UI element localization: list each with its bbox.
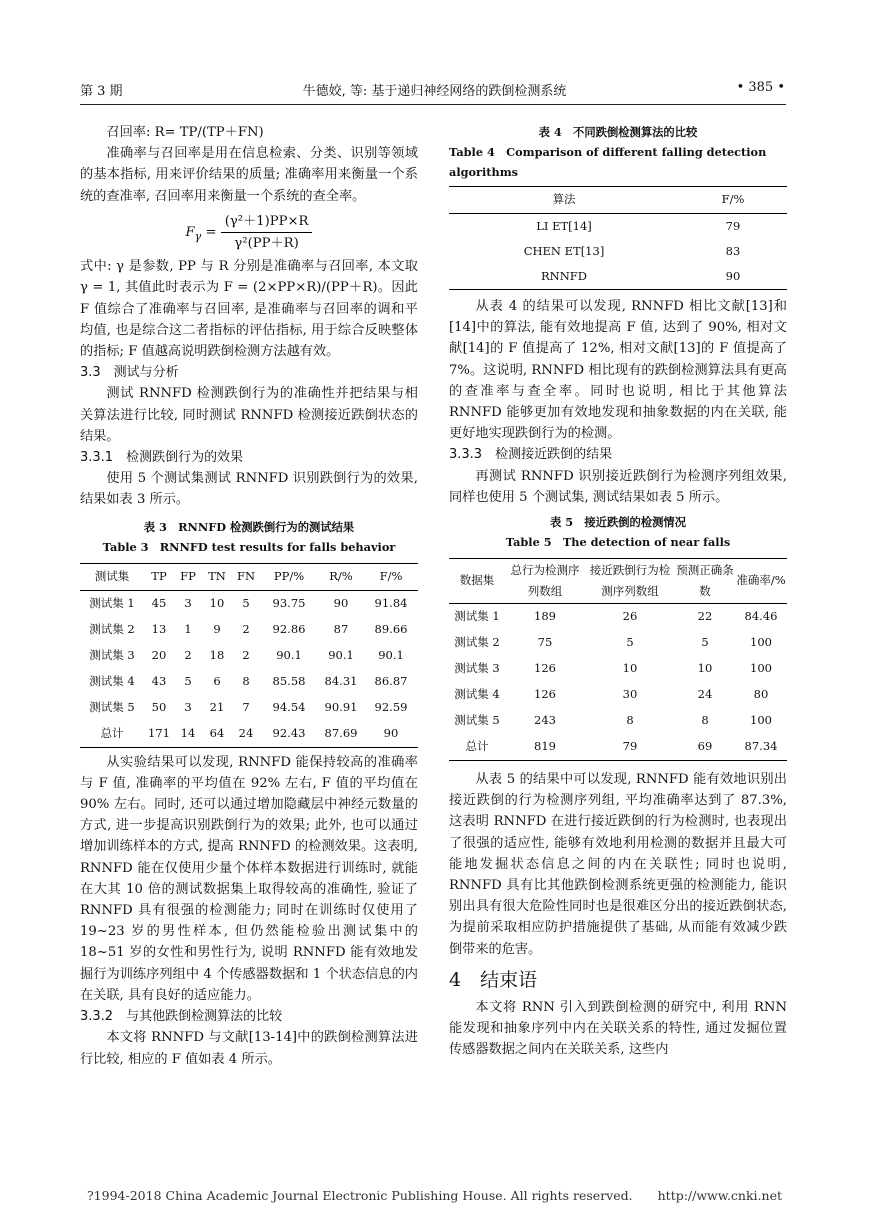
table-cell: 5 [626,635,634,650]
table-cell: 243 [534,713,556,728]
table-row [449,239,787,264]
section-heading: 3.3 测试与分析 [80,365,179,381]
column-header: FP [174,563,202,590]
table-cell: 43 [151,674,167,689]
table-cell: 126 [534,687,556,702]
left-column [80,122,418,1070]
column-header: 总行为检测序列数组 [505,559,585,604]
table-cell: 测试集 2 [454,635,500,650]
paragraph: 本文将 RNN 引入到跌倒检测的研究中, 利用 RNN 能发现和抽象序列中内在关联关系的特性, 通过发掘位置传感器数据之间内在关联关系, 这些内 [449,1000,787,1058]
table-cell: 6 [213,674,221,689]
table-row [449,682,787,708]
column-header: 测试集 [80,563,144,590]
table-cell: 测试集 2 [89,622,135,637]
table-cell: 90 [679,264,787,290]
table-cell: 87.69 [318,721,364,748]
table-cell: 13 [151,622,167,637]
table-cell: 92.59 [374,700,408,715]
table-row [449,656,787,682]
table-cell: 84.31 [324,674,358,689]
page-number: • 385 • [736,80,785,95]
section-heading: 3.3.1 检测跌倒行为的效果 [80,450,244,466]
table-cell: 79 [725,218,741,233]
paragraph: 准确率与召回率是用在信息检索、分类、识别等领域的基本指标, 用来评价结果的质量; 准确率用来衡量一个系统的查准率, 召回率用来衡量一个系统的查全率。 [80,146,418,204]
table-row [449,604,787,631]
table-cell: 3 [184,596,192,611]
table-cell: 测试集 5 [454,713,500,728]
table-row [449,214,787,240]
table-cell: 189 [534,609,556,624]
table-5 [449,558,787,761]
table-cell: 测试集 1 [89,596,135,611]
table-cell: 18 [209,648,225,663]
table-cell: 1 [184,622,192,637]
table-cell: 87.34 [735,734,787,761]
table-cell: 92.43 [260,721,318,748]
section-heading: 4 结束语 [449,968,538,991]
table-header-row [449,187,787,214]
table-cell: 测试集 4 [454,687,500,702]
table-row [80,590,418,617]
table-cell: 2 [242,648,250,663]
column-header: 接近跌倒行为检测序列数组 [585,559,675,604]
table4-caption-en: Table 4 Comparison of different falling detection algorithms [449,145,767,179]
table-cell: 7 [242,700,250,715]
table-row [80,721,418,748]
table-cell: 94.54 [272,700,306,715]
formula-sub: γ [194,229,202,243]
running-title: 牛德姣, 等: 基于递归神经网络的跌倒检测系统 [302,84,567,99]
table-cell: 24 [697,687,713,702]
table-cell: 90.91 [324,700,358,715]
section-heading: 3.3.2 与其他跌倒检测算法的比较 [80,1009,283,1025]
table-cell: 测试集 1 [454,609,500,624]
table-cell: 8 [626,713,634,728]
table-cell: 2 [184,648,192,663]
table-row [449,734,787,761]
table-cell: 75 [537,635,553,650]
table-cell: 20 [151,648,167,663]
table-cell: 819 [505,734,585,761]
table-cell: 90 [333,596,349,611]
formula-numerator: (γ²＋1)PP×R [221,211,313,233]
table-cell: 89.66 [374,622,408,637]
column-header: R/% [318,563,364,590]
table-cell: 90.1 [378,648,404,663]
table-cell: 30 [622,687,638,702]
table-cell: 86.87 [374,674,408,689]
table-cell: CHEN ET[13] [523,243,605,258]
paragraph: 从表 4 的结果可以发现, RNNFD 相比文献[13]和[14]中的算法, 能有效地提高 F 值, 达到了 90%, 相对文献[14]的 F 值提高了 12%, 相对文献[13]的 F 值提高了 7%。这说明, RNNFD 相比现有的跌倒检测算法具有更高的查准率与查全率。同时也说明, 相比于其他算法 RNNFD 能够更加有效地发现和抽象数据的内在关联, 能更好地实现跌倒行为的检测。 [449,299,787,442]
table-header-row [449,559,787,604]
paragraph: 式中: γ 是参数, PP 与 R 分别是准确率与召回率, 本文取 γ = 1, 其值此时表示为 F = (2×PP×R)/(PP＋R)。因此 F 值综合了准确率与召回率, 是准确率与召回率的调和平均值, 也是综合这二者指标的评估指标, 用于综合反映整体的指标; F 值越高说明跌倒检测方法越有效。 [80,259,418,360]
copyright-footer: ?1994-2018 China Academic Journal Electronic Publishing House. All rights reserved. http://www.cnki.net [86,1188,783,1203]
column-header: 数据集 [449,559,505,604]
table-cell: 22 [697,609,713,624]
table-cell: 100 [750,713,772,728]
table-cell: 92.86 [272,622,306,637]
table-cell: 测试集 4 [89,674,135,689]
table-cell: 100 [750,635,772,650]
formula-lhs: F [185,225,195,241]
journal-issue: 第 3 期 [80,84,123,99]
table-row [80,695,418,721]
table-row [449,630,787,656]
table-row [80,643,418,669]
table-cell: LI ET[14] [536,218,592,233]
f-measure-formula: $F_\gamma$ = $\frac{\text{(γ²＋1)PP×R}}{\text{γ²(PP＋R)}}$ [80,211,418,254]
column-header: TN [202,563,232,590]
table-cell: 64 [202,721,232,748]
table5-caption-cn: 表 5 接近跌倒的检测情况 [549,515,687,530]
formula-fraction [221,211,313,254]
table-cell: 总计 [80,721,144,748]
table-cell: 80 [753,687,769,702]
column-header: 预测正确条数 [675,559,735,604]
table-cell: 171 [144,721,174,748]
table-cell: 测试集 5 [89,700,135,715]
table-cell: 测试集 3 [89,648,135,663]
header-rule [80,104,786,105]
table-cell: 5 [701,635,709,650]
table-cell: RNNFD [449,264,679,290]
table-cell: 总计 [449,734,505,761]
table-row [80,617,418,643]
table-cell: 10 [209,596,225,611]
table-cell: 87 [333,622,349,637]
table-cell: 79 [585,734,675,761]
table-header-row [80,563,418,590]
table-cell: 93.75 [272,596,306,611]
table4-caption-cn: 表 4 不同跌倒检测算法的比较 [538,125,698,139]
table-cell: 测试集 3 [454,661,500,676]
paragraph: 从表 5 的结果中可以发现, RNNFD 能有效地识别出接近跌倒的行为检测序列组, 平均准确率达到了 87.3%, 这表明 RNNFD 在进行接近跌倒的行为检测时, 也表现出了很强的适应性, 能够有效地利用检测的数据并且最大可能地发掘状态信息之间的内在关联性; 同时也说明, RNNFD 具有比其他跌倒检测系统更强的检测能力, 能识别出具有很大危险性同时也是很难区分出的接近跌倒状态, 为提前采取相应防护措施提供了基础, 从而能有效减少跌倒带来的危害。 [449,772,787,957]
right-column [449,122,787,1061]
column-header: 准确率/% [735,559,787,604]
table-cell: 85.58 [272,674,306,689]
table-cell: 5 [184,674,192,689]
table-cell: 26 [622,609,638,624]
table-cell: 8 [242,674,250,689]
column-header: TP [144,563,174,590]
table3-caption-en: Table 3 RNNFD test results for falls behavior [102,539,396,554]
table-cell: 84.46 [744,609,778,624]
paragraph: 再测试 RNNFD 识别接近跌倒行为检测序列组效果, 同样也使用 5 个测试集, 测试结果如表 5 所示。 [449,468,787,505]
paragraph: 本文将 RNNFD 与文献[13-14]中的跌倒检测算法进行比较, 相应的 F 值如表 4 所示。 [80,1030,418,1067]
table-cell: 24 [232,721,260,748]
paragraph: 从实验结果可以发现, RNNFD 能保持较高的准确率与 F 值, 准确率的平均值在 92% 左右, F 值的平均值在 90% 左右。同时, 还可以通过增加隐藏层中神经元数量的方式, 进一步提高识别跌倒行为的效果; 此外, 也可以通过增加训练样本的方式, 提高 RNNFD 的检测效果。这表明, RNNFD 能在仅使用少量个体样本数据进行训练时, 就能在大其 10 倍的测试数据集上取得较高的准确性, 验证了 RNNFD 具有很强的检测能力; 同时在训练时仅使用了 19~23 岁的男性样本, 但仍然能检验出测试集中的 18~51 岁的女性和男性行为, 说明 RNNFD 能有效地发掘行为训练序列组中 4 个传感器数据和 1 个状态信息的内在关联, 具有良好的适应能力。 [80,754,418,1003]
table-cell: 3 [184,700,192,715]
table-cell: 83 [725,243,741,258]
table-cell: 8 [701,713,709,728]
table-cell: 5 [242,596,250,611]
table-cell: 90.1 [276,648,302,663]
column-header: PP/% [260,563,318,590]
column-header: F/% [679,187,787,214]
recall-definition: 召回率: R= TP/(TP＋FN) [106,125,264,140]
paragraph: 测试 RNNFD 检测跌倒行为的准确性并把结果与相关算法进行比较, 同时测试 RNNFD 检测接近跌倒状态的结果。 [80,386,418,444]
table-cell: 14 [174,721,202,748]
table-cell: 90.1 [328,648,354,663]
section-heading: 3.3.3 检测接近跌倒的结果 [449,447,613,463]
table-cell: 91.84 [374,596,408,611]
paragraph: 使用 5 个测试集测试 RNNFD 识别跌倒行为的效果, 结果如表 3 所示。 [80,471,418,508]
table-3 [80,563,418,748]
table-cell: 9 [213,622,221,637]
table-4 [449,186,787,290]
table-cell: 126 [534,661,556,676]
table-row [80,669,418,695]
column-header: F/% [364,563,418,590]
table-cell: 90 [364,721,418,748]
table3-caption-cn: 表 3 RNNFD 检测跌倒行为的测试结果 [143,519,355,534]
column-header: 算法 [449,187,679,214]
table-cell: 50 [151,700,167,715]
table-row [449,708,787,734]
table-cell: 100 [750,661,772,676]
table-cell: 2 [242,622,250,637]
column-header: FN [232,563,260,590]
table-cell: 69 [675,734,735,761]
table-cell: 10 [697,661,713,676]
table-cell: 10 [622,661,638,676]
table-row [449,264,787,290]
table5-caption-en: Table 5 The detection of near falls [505,535,731,550]
table-cell: 21 [209,700,225,715]
formula-denominator: γ²(PP＋R) [234,236,299,252]
table-cell: 45 [151,596,167,611]
